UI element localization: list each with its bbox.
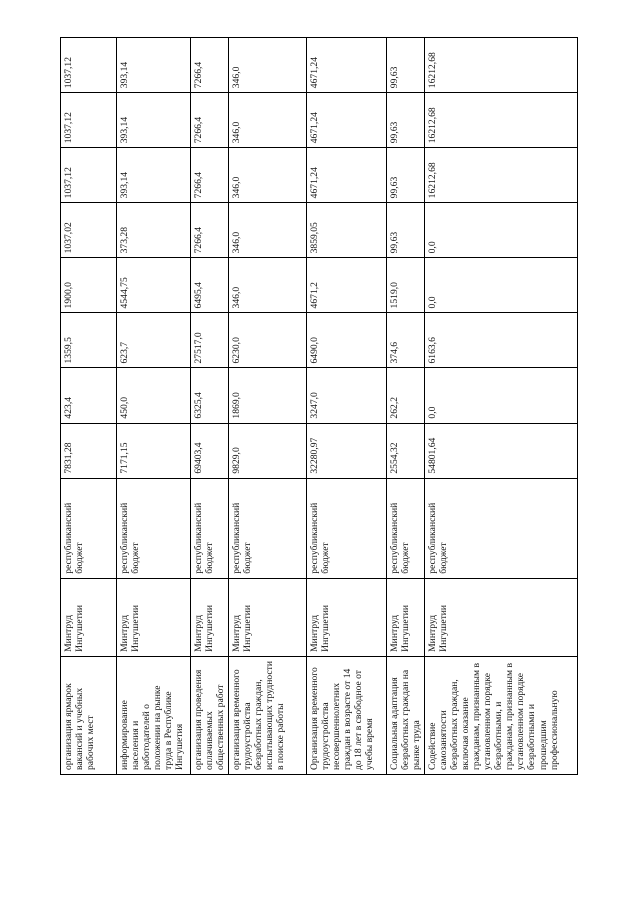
amount-cell: 2554,32: [387, 423, 425, 478]
amount-cell: 1037,12: [61, 38, 117, 93]
amount-cell: 6325,4: [191, 368, 229, 423]
amount-cell: 1519,0: [387, 258, 425, 313]
executor-cell: Минтруд Ингушетии: [229, 578, 307, 656]
funding-source-cell: республиканский бюджет: [307, 478, 387, 578]
amount-cell: 346,0: [229, 38, 307, 93]
amount-cell: 393,14: [117, 93, 191, 148]
funding-source-cell: республиканский бюджет: [387, 478, 425, 578]
funding-source-cell: республиканский бюджет: [191, 478, 229, 578]
table-row: [191, 38, 229, 775]
amount-cell: 623,7: [117, 313, 191, 368]
amount-cell: 346,0: [229, 93, 307, 148]
executor-cell: Минтруд Ингушетии: [61, 578, 117, 656]
table-row: [387, 38, 425, 775]
executor-cell: Минтруд Ингушетии: [425, 578, 578, 656]
amount-cell: 99,63: [387, 38, 425, 93]
amount-cell: 393,14: [117, 148, 191, 203]
amount-cell: 4671,2: [307, 258, 387, 313]
amount-cell: 16212,68: [425, 148, 578, 203]
funding-source-cell: республиканский бюджет: [61, 478, 117, 578]
amount-cell: 7171,15: [117, 423, 191, 478]
amount-cell: 69403,4: [191, 423, 229, 478]
amount-cell: 6490,0: [307, 313, 387, 368]
activity-name-cell: организация ярмарок вакансий и учебных рабочих мест: [61, 656, 117, 774]
amount-cell: 4671,24: [307, 38, 387, 93]
activity-name-cell: информирование населения и работодателей о положении на рынке труда в Республике Ингушетия: [117, 656, 191, 774]
funding-source-cell: республиканский бюджет: [229, 478, 307, 578]
table-row: [229, 38, 307, 775]
table-body: [61, 38, 578, 775]
budget-table: [60, 37, 578, 775]
table-row: [307, 38, 387, 775]
amount-cell: 423,4: [61, 368, 117, 423]
executor-cell: Минтруд Ингушетии: [191, 578, 229, 656]
table-row: [117, 38, 191, 775]
amount-cell: 54801,64: [425, 423, 578, 478]
amount-cell: 4671,24: [307, 93, 387, 148]
amount-cell: 346,0: [229, 148, 307, 203]
amount-cell: 6495,4: [191, 258, 229, 313]
activity-name-cell: Организация временного трудоустройства несовершеннолетних граждан в возрасте от 14 до 18 лет в свободное от учебы время: [307, 656, 387, 774]
table-row: [61, 38, 117, 775]
amount-cell: 1359,5: [61, 313, 117, 368]
amount-cell: 6230,0: [229, 313, 307, 368]
amount-cell: 7266,4: [191, 203, 229, 258]
activity-name-cell: организация проведения оплачиваемых общественных работ: [191, 656, 229, 774]
activity-name-cell: Содействие самозанятости безработных граждан, включая оказание гражданам, признанным в установленном порядке безработными, и гражданам, признанным в установленном порядке безработными и прошедшим профессиональную: [425, 656, 578, 774]
amount-cell: 1900,0: [61, 258, 117, 313]
amount-cell: 9829,0: [229, 423, 307, 478]
amount-cell: 346,0: [229, 203, 307, 258]
amount-cell: 373,28: [117, 203, 191, 258]
amount-cell: 99,63: [387, 93, 425, 148]
amount-cell: 7831,28: [61, 423, 117, 478]
table-row: [425, 38, 578, 775]
amount-cell: 6163,6: [425, 313, 578, 368]
executor-cell: Минтруд Ингушетии: [117, 578, 191, 656]
amount-cell: 450,0: [117, 368, 191, 423]
executor-cell: Минтруд Ингушетии: [307, 578, 387, 656]
amount-cell: 27517,0: [191, 313, 229, 368]
amount-cell: 4671,24: [307, 148, 387, 203]
amount-cell: 393,14: [117, 38, 191, 93]
amount-cell: 16212,68: [425, 93, 578, 148]
amount-cell: 1037,12: [61, 148, 117, 203]
amount-cell: 374,6: [387, 313, 425, 368]
amount-cell: 7266,4: [191, 148, 229, 203]
amount-cell: 99,63: [387, 148, 425, 203]
amount-cell: 4544,75: [117, 258, 191, 313]
amount-cell: 1037,12: [61, 93, 117, 148]
rotated-page: [60, 37, 578, 775]
amount-cell: 1869,0: [229, 368, 307, 423]
amount-cell: 262,2: [387, 368, 425, 423]
amount-cell: 16212,68: [425, 38, 578, 93]
amount-cell: 0,0: [425, 203, 578, 258]
amount-cell: 32280,97: [307, 423, 387, 478]
amount-cell: 0,0: [425, 258, 578, 313]
amount-cell: 7266,4: [191, 93, 229, 148]
funding-source-cell: республиканский бюджет: [117, 478, 191, 578]
amount-cell: 346,0: [229, 258, 307, 313]
amount-cell: 0,0: [425, 368, 578, 423]
amount-cell: 99,63: [387, 203, 425, 258]
amount-cell: 1037,02: [61, 203, 117, 258]
amount-cell: 3859,05: [307, 203, 387, 258]
amount-cell: 7266,4: [191, 38, 229, 93]
executor-cell: Минтруд Ингушетии: [387, 578, 425, 656]
activity-name-cell: организация временного трудоустройства безработных граждан, испытывающих трудности в поиске работы: [229, 656, 307, 774]
activity-name-cell: Социальная адаптация безработных граждан на рынке труда: [387, 656, 425, 774]
funding-source-cell: республиканский бюджет: [425, 478, 578, 578]
amount-cell: 3247,0: [307, 368, 387, 423]
